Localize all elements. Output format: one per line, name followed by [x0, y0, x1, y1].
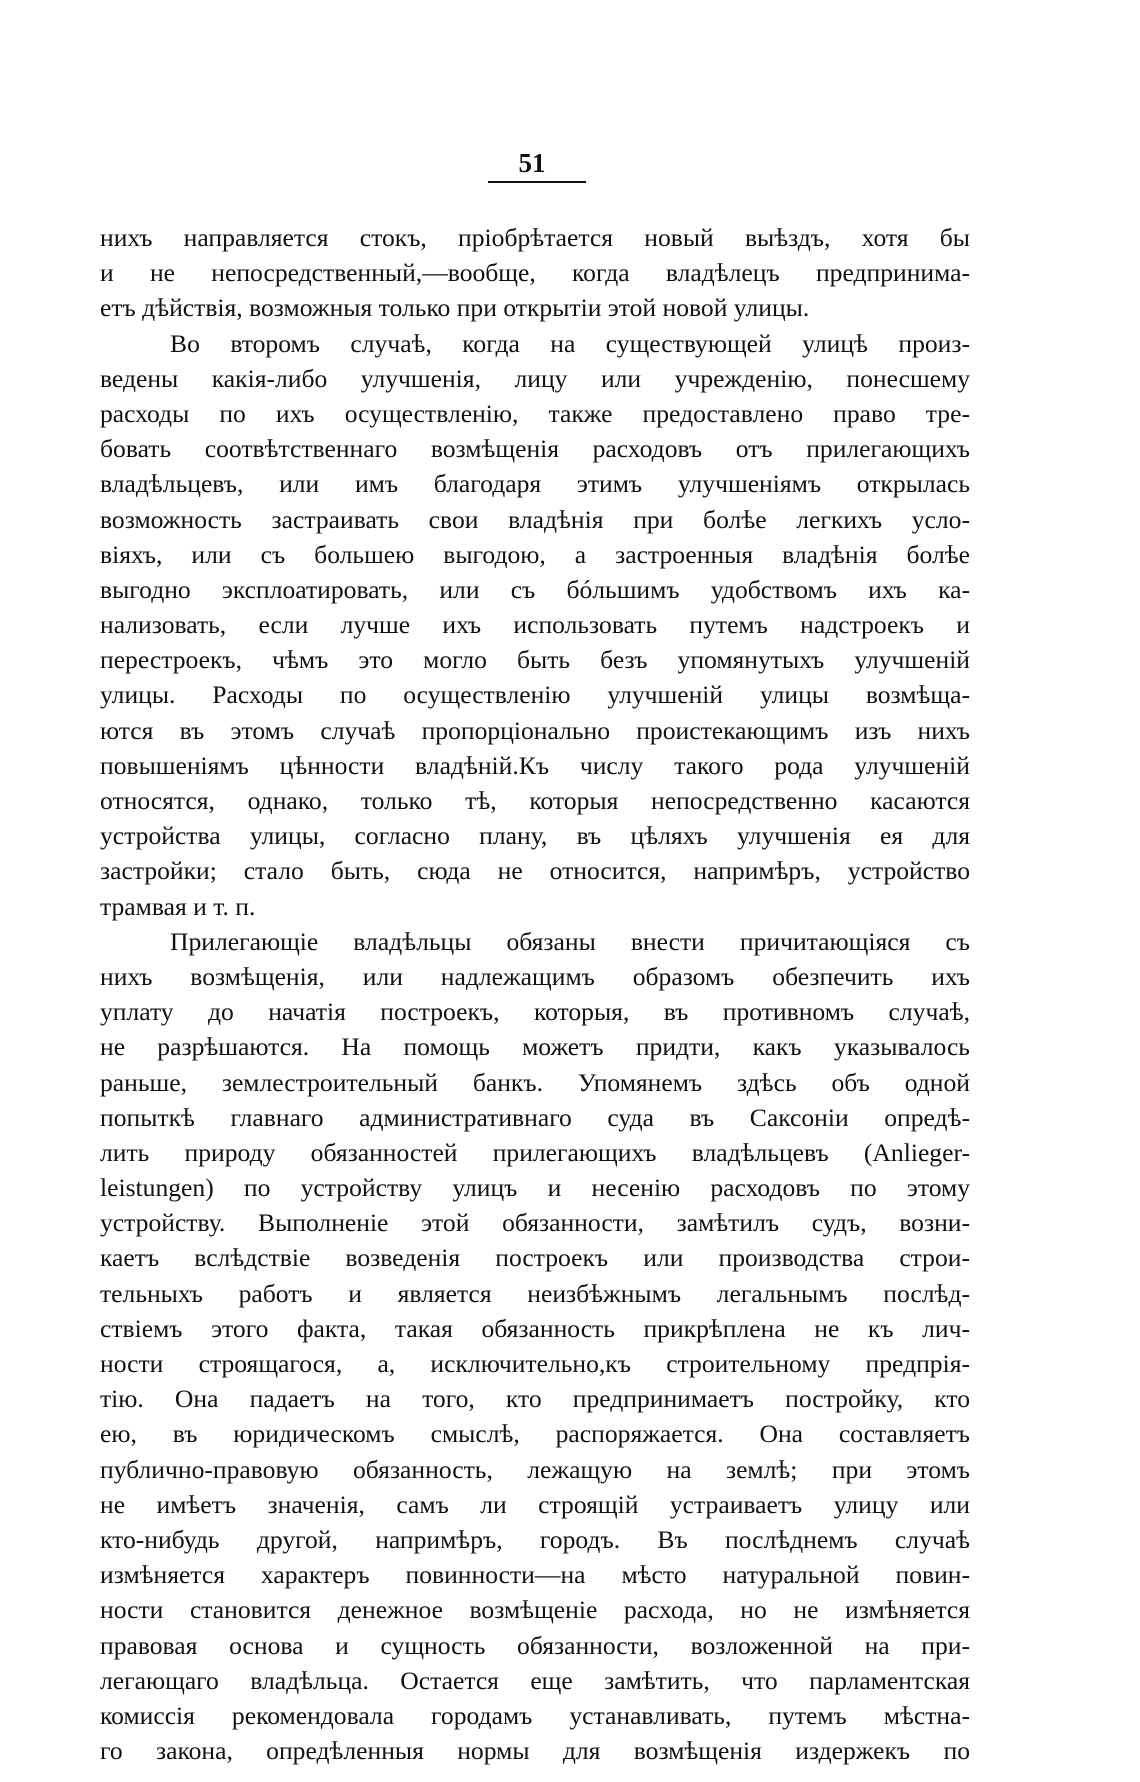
text-line: публично-правовую обязанность, лежащую на землѣ; при этомъ [100, 1454, 970, 1484]
text-line: віяхъ, или съ большею выгодою, а застроенныя владѣнія болѣе [100, 539, 970, 569]
text-line: ею, въ юридическомъ смыслѣ, распоряжается. Она составляетъ [100, 1419, 970, 1449]
text-line: попыткѣ главнаго административнаго суда въ Саксоніи опредѣ- [100, 1102, 970, 1132]
text-line: и не непосредственный,—вообще, когда владѣлецъ предпринима- [100, 258, 970, 288]
text-line: уплату до начатія построекъ, которыя, въ противномъ случаѣ, [100, 997, 970, 1027]
text-line: ются въ этомъ случаѣ пропорціонально проистекающимъ изъ нихъ [100, 715, 970, 745]
text-line: ведены какія-либо улучшенія, лицу или учрежденію, понесшему [100, 363, 970, 393]
text-line: возможность застраивать свои владѣнія при болѣе легкихъ усло- [100, 504, 970, 534]
text-line: Прилегающіе владѣльцы обязаны внести причитающіяся съ [170, 926, 970, 956]
text-line: застройки; стало быть, сюда не относится, напримѣръ, устройство [100, 856, 970, 886]
text-line: повышеніямъ цѣнности владѣній.Къ числу такого рода улучшеній [100, 750, 970, 780]
text-line: улицы. Расходы по осуществленію улучшеній улицы возмѣща- [100, 680, 970, 710]
text-line: раньше, землестроительный банкъ. Упомянемъ здѣсь объ одной [100, 1067, 970, 1097]
paragraph [100, 326, 970, 924]
text-line: относятся, однако, только тѣ, которыя непосредственно касаются [100, 786, 970, 815]
paragraph [100, 924, 970, 1769]
body-text [100, 220, 970, 1768]
text-line: не имѣетъ значенія, самъ ли строящій устраиваетъ улицу или [100, 1489, 970, 1519]
text-line: го закона, опредѣленныя нормы для возмѣщенія издержекъ по [100, 1736, 970, 1766]
paragraph [100, 220, 970, 326]
text-line: тію. Она падаетъ на того, кто предпринимаетъ постройку, кто [100, 1384, 970, 1414]
text-line: нихъ возмѣщенія, или надлежащимъ образомъ обезпечить ихъ [100, 961, 970, 991]
text-line: комиссія рекомендовала городамъ устанавливать, путемъ мѣстна- [100, 1700, 970, 1730]
text-line: лить природу обязанностей прилегающихъ владѣльцевъ (Anlieger- [100, 1137, 970, 1167]
page-number: 51 [518, 148, 546, 178]
text-line: не разрѣшаются. На помощь можетъ придти, какъ указывалось [100, 1032, 970, 1062]
text-line: кто-нибудь другой, напримѣръ, городъ. Въ послѣднемъ случаѣ [100, 1524, 970, 1554]
text-line: владѣльцевъ, или имъ благодаря этимъ улучшеніямъ открылась [100, 469, 970, 499]
text-line: бовать соотвѣтственнаго возмѣщенія расходовъ отъ прилегающихъ [100, 434, 970, 464]
text-line: трамвая и т. п. [100, 891, 256, 921]
text-line: leistungen) по устройству улицъ и несенію расходовъ по этому [100, 1173, 970, 1203]
text-line: устройству. Выполненіе этой обязанности, замѣтилъ судъ, возни- [100, 1208, 970, 1238]
text-line: ности становится денежное возмѣщеніе расхода, но не измѣняется [100, 1595, 970, 1625]
text-line: расходы по ихъ осуществленію, также предоставлено право тре- [100, 398, 970, 428]
text-line: перестроекъ, чѣмъ это могло быть безъ упомянутыхъ улучшеній [100, 645, 970, 675]
text-line: правовая основа и сущность обязанности, возложенной на при- [100, 1630, 970, 1660]
text-line: ствіемъ этого факта, такая обязанность прикрѣплена не къ лич- [100, 1313, 970, 1343]
text-line: каетъ вслѣдствіе возведенія построекъ или производства строи- [100, 1243, 970, 1273]
page-number-rule [488, 181, 586, 183]
text-line: устройства улицы, согласно плану, въ цѣляхъ улучшенія ея для [100, 821, 970, 851]
text-line: етъ дѣйствія, возможныя только при открытіи этой новой улицы. [100, 293, 810, 323]
text-line: нихъ направляется стокъ, пріобрѣтается новый выѣздъ, хотя бы [100, 223, 970, 252]
text-line: нализовать, если лучше ихъ использовать путемъ надстроекъ и [100, 610, 970, 640]
text-line: выгодно эксплоатировать, или съ бóльшимъ удобствомъ ихъ ка- [100, 574, 970, 604]
text-line: измѣняется характеръ повинности—на мѣсто натуральной повин- [100, 1560, 970, 1590]
text-line: Во второмъ случаѣ, когда на существующей улицѣ произ- [170, 328, 970, 358]
text-line: тельныхъ работъ и является неизбѣжнымъ легальнымъ послѣд- [100, 1278, 970, 1308]
text-line: ности строящагося, а, исключительно,къ строительному предпрія- [100, 1349, 970, 1378]
text-line: легающаго владѣльца. Остается еще замѣтить, что парламентская [100, 1665, 970, 1695]
